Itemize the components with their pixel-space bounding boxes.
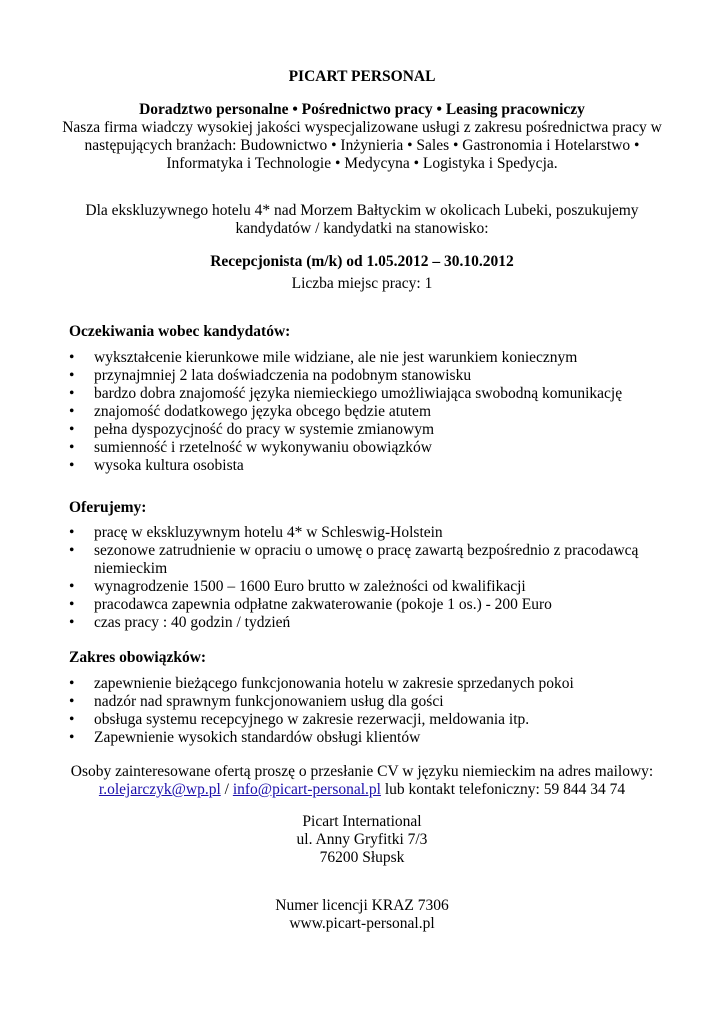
address-city: 76200 Słupsk: [319, 849, 405, 866]
address-name: Picart International: [302, 813, 422, 830]
list-item: [69, 542, 669, 578]
list-item: • Zapewnienie wysokich standardów obsługi klientów: [69, 729, 669, 747]
list-item: • wynagrodzenie 1500 – 1600 Euro brutto w zależności od kwalifikacji: [69, 578, 669, 596]
position-title: Recepcjonista (m/k) od 1.05.2012 – 30.10.2012: [210, 253, 514, 270]
list-item: • wysoka kultura osobista: [69, 457, 669, 475]
contact-emails: [40, 781, 684, 799]
offer-lead-1: Dla ekskluzywnego hotelu 4* nad Morzem Bałtyckim w okolicach Lubeki, poszukujemy: [85, 202, 639, 219]
we-offer-list: [69, 524, 669, 632]
duties-list: [69, 675, 669, 747]
list-item: • zapewnienie bieżącego funkcjonowania hotelu w zakresie sprzedanych pokoi: [69, 675, 669, 693]
email-separator: /: [220, 781, 233, 798]
list-item: • wykształcenie kierunkowe mile widziane, ale nie jest warunkiem koniecznym: [69, 349, 669, 367]
license-number: Numer licencji KRAZ 7306: [275, 897, 449, 914]
list-item: • nadzór nad sprawnym funkcjonowaniem usług dla gości: [69, 693, 669, 711]
list-item: • pełna dyspozycjność do pracy w systemie zmianowym: [69, 421, 669, 439]
list-item: • czas pracy : 40 godzin / tydzień: [69, 614, 669, 632]
we-offer-heading: Oferujemy:: [69, 499, 147, 516]
website: www.picart-personal.pl: [289, 915, 435, 932]
email-link-info[interactable]: info@picart-personal.pl: [232, 781, 381, 798]
offer-lead-2: kandydatów / kandydatki na stanowisko:: [235, 220, 489, 237]
expectations-heading: Oczekiwania wobec kandydatów:: [69, 323, 291, 340]
intro-line-2: następujących branżach: Budownictwo • Inżynieria • Sales • Gastronomia i Hotelarstwo •: [84, 137, 640, 154]
list-item: • przynajmniej 2 lata doświadczenia na podobnym stanowisku: [69, 367, 669, 385]
list-item-text: sezonowe zatrudnienie w opraciu o umowę o pracę zawartą bezpośrednio z pracodawcą: [94, 542, 639, 559]
list-item: • bardzo dobra znajomość języka niemieckiego umożliwiająca swobodną komunikację: [69, 385, 669, 403]
list-item-text-cont: niemieckim: [94, 560, 168, 577]
company-title: PICART PERSONAL: [288, 68, 436, 85]
list-item: • pracę w ekskluzywnym hotelu 4* w Schleswig-Holstein: [69, 524, 669, 542]
list-item: • obsługa systemu recepcyjnego w zakresie rezerwacji, meldowania itp.: [69, 711, 669, 729]
email-link-olejarczyk[interactable]: r.olejarczyk@wp.pl: [98, 781, 221, 798]
contact-line: Osoby zainteresowane ofertą proszę o przesłanie CV w języku niemieckim na adres mailowy:: [70, 763, 654, 780]
phone-text: lub kontakt telefoniczny: 59 844 34 74: [380, 781, 626, 798]
services-line: Doradztwo personalne • Pośrednictwo pracy • Leasing pracowniczy: [139, 101, 585, 118]
places-count: Liczba miejsc pracy: 1: [291, 275, 433, 292]
expectations-list: [69, 349, 669, 475]
list-item: • pracodawca zapewnia odpłatne zakwaterowanie (pokoje 1 os.) - 200 Euro: [69, 596, 669, 614]
address-street: ul. Anny Gryfitki 7/3: [296, 831, 428, 848]
duties-heading: Zakres obowiązków:: [69, 649, 207, 666]
intro-line-1: Nasza firma wiadczy wysokiej jakości wyspecjalizowane usługi z zakresu pośrednictwa pracy w: [62, 119, 662, 136]
list-item: • znajomość dodatkowego języka obcego będzie atutem: [69, 403, 669, 421]
list-item: • sumienność i rzetelność w wykonywaniu obowiązków: [69, 439, 669, 457]
intro-line-3: Informatyka i Technologie • Medycyna • Logistyka i Spedycja.: [166, 155, 558, 172]
